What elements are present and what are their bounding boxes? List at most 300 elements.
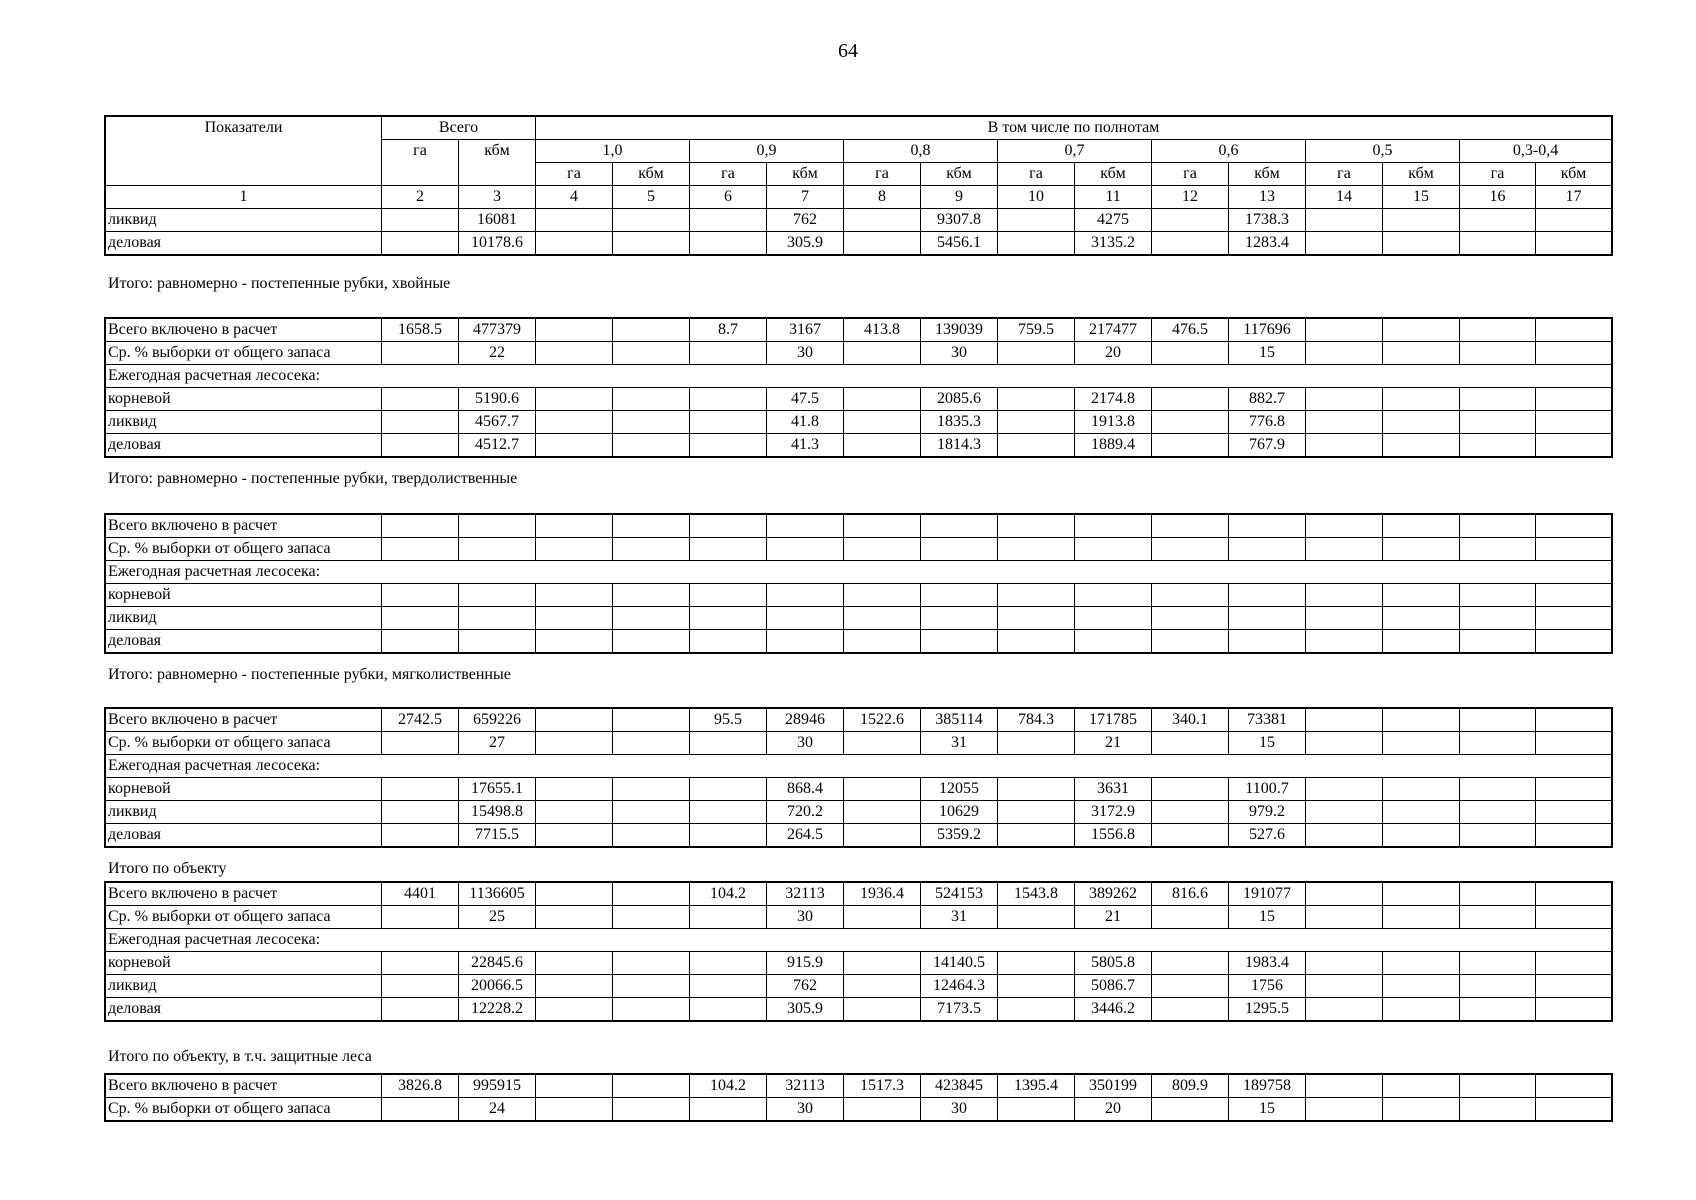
table-cell: 5086.7 (1075, 975, 1152, 998)
column-number-row (106, 186, 1612, 209)
table-cell (690, 906, 767, 929)
table-cell: 4512.7 (459, 434, 536, 457)
table-cell (536, 778, 613, 801)
table-cell (536, 209, 613, 232)
density-header: 0,8 (844, 140, 998, 163)
table-cell (844, 732, 921, 755)
table-cell (998, 952, 1075, 975)
table-cell (1306, 515, 1383, 538)
table-cell (1536, 952, 1612, 975)
row-label: Ежегодная расчетная лесосека: (106, 365, 1612, 388)
table-cell (536, 952, 613, 975)
table-cell: 104.2 (690, 1075, 767, 1098)
table-cell (690, 824, 767, 847)
unit-ha: га (690, 163, 767, 186)
table-cell (536, 232, 613, 255)
table-cell (767, 515, 844, 538)
table-cell: 1658.5 (382, 319, 459, 342)
row-label: ликвид (106, 801, 382, 824)
table-row (106, 1075, 1612, 1098)
table-cell (844, 998, 921, 1021)
table-cell (1460, 906, 1536, 929)
header-indicators: Показатели (106, 117, 382, 186)
table-cell (1306, 709, 1383, 732)
table-cell (1383, 801, 1460, 824)
table-cell (1152, 584, 1229, 607)
row-label: Ср. % выборки от общего запаса (106, 732, 382, 755)
table-cell (536, 1098, 613, 1121)
table-cell: 1913.8 (1075, 411, 1152, 434)
row-label: ликвид (106, 607, 382, 630)
table-row (106, 929, 1612, 952)
table-cell (613, 709, 690, 732)
table-cell (613, 584, 690, 607)
table-cell: 15 (1229, 906, 1306, 929)
table-cell (536, 732, 613, 755)
table-cell: 8.7 (690, 319, 767, 342)
table-cell (1306, 778, 1383, 801)
table-cell (1460, 824, 1536, 847)
table-cell (1383, 1075, 1460, 1098)
section-table-block (105, 882, 1606, 1021)
column-number: 17 (1536, 186, 1612, 209)
table-cell (998, 998, 1075, 1021)
density-header: 0,5 (1306, 140, 1460, 163)
table-cell (1383, 906, 1460, 929)
table-cell: 31 (921, 732, 998, 755)
table-cell (690, 778, 767, 801)
column-number: 7 (767, 186, 844, 209)
table-cell: 10629 (921, 801, 998, 824)
table-cell (382, 630, 459, 653)
table-cell: 1936.4 (844, 883, 921, 906)
table-cell: 20 (1075, 1098, 1152, 1121)
table-cell: 22845.6 (459, 952, 536, 975)
table-cell: 25 (459, 906, 536, 929)
table-row (106, 209, 1612, 232)
table-cell: 5456.1 (921, 232, 998, 255)
table-cell (613, 778, 690, 801)
row-label: корневой (106, 778, 382, 801)
table-cell (1306, 1098, 1383, 1121)
table-cell (1152, 975, 1229, 998)
table-cell (536, 998, 613, 1021)
table-cell: 1395.4 (998, 1075, 1075, 1098)
row-label: Ежегодная расчетная лесосека: (106, 755, 1612, 778)
table-cell (844, 232, 921, 255)
table-row (106, 607, 1612, 630)
table-cell (844, 1098, 921, 1121)
table-cell: 784.3 (998, 709, 1075, 732)
table-cell (1460, 584, 1536, 607)
table-cell (690, 952, 767, 975)
table-cell (1306, 630, 1383, 653)
table-cell: 21 (1075, 732, 1152, 755)
table-cell (1460, 732, 1536, 755)
table-cell (536, 607, 613, 630)
row-label: Всего включено в расчет (106, 709, 382, 732)
row-label: Всего включено в расчет (106, 319, 382, 342)
table-cell: 95.5 (690, 709, 767, 732)
table-cell (921, 630, 998, 653)
column-number: 12 (1152, 186, 1229, 209)
table-cell (1383, 630, 1460, 653)
section-table (105, 882, 1612, 1021)
table-cell (1536, 319, 1612, 342)
top-rows (106, 209, 1612, 255)
table-cell (382, 388, 459, 411)
page-number: 64 (838, 40, 858, 62)
row-label: корневой (106, 584, 382, 607)
table-cell (998, 630, 1075, 653)
section-title: Итого: равномерно - постепенные рубки, твердолиственные (108, 470, 518, 487)
row-label: корневой (106, 388, 382, 411)
table-cell: 30 (921, 1098, 998, 1121)
table-cell (1152, 209, 1229, 232)
table-cell (1536, 607, 1612, 630)
table-cell: 389262 (1075, 883, 1152, 906)
table-cell: 4401 (382, 883, 459, 906)
table-cell (844, 584, 921, 607)
density-header: 0,7 (998, 140, 1152, 163)
unit-cbm: кбм (767, 163, 844, 186)
table-cell: 30 (767, 906, 844, 929)
table-cell (536, 515, 613, 538)
table-cell (536, 906, 613, 929)
density-header: 0,3-0,4 (1460, 140, 1612, 163)
table-cell (1383, 824, 1460, 847)
table-cell (690, 434, 767, 457)
table-cell: 3631 (1075, 778, 1152, 801)
table-cell (1536, 1075, 1612, 1098)
table-cell (1536, 434, 1612, 457)
unit-ha: га (536, 163, 613, 186)
column-number: 5 (613, 186, 690, 209)
table-cell (613, 607, 690, 630)
table-cell (1229, 584, 1306, 607)
table-cell (613, 998, 690, 1021)
table-cell (613, 342, 690, 365)
table-cell: 12228.2 (459, 998, 536, 1021)
table-cell (1460, 607, 1536, 630)
row-label: деловая (106, 232, 382, 255)
table-cell (844, 411, 921, 434)
table-cell (1229, 538, 1306, 561)
table-cell (844, 778, 921, 801)
table-cell (998, 801, 1075, 824)
table-cell (1152, 607, 1229, 630)
table-cell (1460, 411, 1536, 434)
table-cell: 27 (459, 732, 536, 755)
table-cell (536, 1075, 613, 1098)
table-cell: 385114 (921, 709, 998, 732)
table-cell (1460, 434, 1536, 457)
table-cell (1306, 232, 1383, 255)
table-cell (1460, 515, 1536, 538)
table-cell (1460, 801, 1536, 824)
table-cell (1152, 801, 1229, 824)
table-cell (613, 434, 690, 457)
table-cell: 12055 (921, 778, 998, 801)
table-cell (1306, 319, 1383, 342)
table-cell (1383, 538, 1460, 561)
table-cell (1383, 709, 1460, 732)
table-cell (1306, 732, 1383, 755)
table-cell (844, 388, 921, 411)
table-cell (1383, 975, 1460, 998)
table-cell (1075, 607, 1152, 630)
table-row (106, 709, 1612, 732)
table-cell (998, 342, 1075, 365)
table-row (106, 801, 1612, 824)
table-cell: 305.9 (767, 998, 844, 1021)
column-number: 3 (459, 186, 536, 209)
table-cell (1306, 538, 1383, 561)
table-cell (1306, 952, 1383, 975)
table-cell (613, 883, 690, 906)
table-cell: 1543.8 (998, 883, 1075, 906)
table-cell (1536, 975, 1612, 998)
table-cell: 350199 (1075, 1075, 1152, 1098)
table-cell (613, 538, 690, 561)
table-cell: 1814.3 (921, 434, 998, 457)
table-cell (1152, 630, 1229, 653)
table-cell (382, 975, 459, 998)
table-row (106, 975, 1612, 998)
column-number: 2 (382, 186, 459, 209)
table-cell: 9307.8 (921, 209, 998, 232)
table-cell (613, 411, 690, 434)
table-cell: 340.1 (1152, 709, 1229, 732)
table-cell (1152, 1098, 1229, 1121)
table-cell (1383, 778, 1460, 801)
table-cell (536, 883, 613, 906)
row-label: ликвид (106, 975, 382, 998)
table-cell (1306, 434, 1383, 457)
table-cell (1306, 883, 1383, 906)
table-cell: 1835.3 (921, 411, 998, 434)
table-cell: 30 (921, 342, 998, 365)
row-label: деловая (106, 824, 382, 847)
table-row (106, 434, 1612, 457)
table-cell (844, 209, 921, 232)
table-cell: 21 (1075, 906, 1152, 929)
table-cell: 41.3 (767, 434, 844, 457)
table-cell: 1100.7 (1229, 778, 1306, 801)
unit-ha: га (1152, 163, 1229, 186)
table-cell: 1738.3 (1229, 209, 1306, 232)
table-cell: 2085.6 (921, 388, 998, 411)
table-cell (613, 975, 690, 998)
table-cell (1152, 232, 1229, 255)
section-title: Итого по объекту (108, 860, 227, 877)
table-cell: 2742.5 (382, 709, 459, 732)
table-cell: 22 (459, 342, 536, 365)
table-cell: 41.8 (767, 411, 844, 434)
table-cell: 413.8 (844, 319, 921, 342)
table-cell (459, 584, 536, 607)
table-cell: 476.5 (1152, 319, 1229, 342)
density-header: 1,0 (536, 140, 690, 163)
section-table-block (105, 514, 1606, 653)
table-cell: 762 (767, 975, 844, 998)
table-row (106, 1098, 1612, 1121)
density-header: 0,9 (690, 140, 844, 163)
table-cell (998, 1098, 1075, 1121)
table-cell (459, 515, 536, 538)
table-cell (1229, 607, 1306, 630)
table-cell (613, 319, 690, 342)
table-cell (536, 709, 613, 732)
table-cell (1152, 732, 1229, 755)
table-cell: 3135.2 (1075, 232, 1152, 255)
table-cell (382, 906, 459, 929)
table-cell (844, 906, 921, 929)
row-label: корневой (106, 952, 382, 975)
table-cell (1152, 342, 1229, 365)
table-cell (844, 434, 921, 457)
section-table-block (105, 1074, 1606, 1121)
table-cell: 30 (767, 732, 844, 755)
table-cell (536, 801, 613, 824)
table-cell (998, 906, 1075, 929)
table-cell: 104.2 (690, 883, 767, 906)
table-cell: 3172.9 (1075, 801, 1152, 824)
table-cell (382, 607, 459, 630)
table-cell (382, 1098, 459, 1121)
table-cell (1152, 434, 1229, 457)
table-cell (536, 630, 613, 653)
table-cell: 995915 (459, 1075, 536, 1098)
table-cell: 17655.1 (459, 778, 536, 801)
table-cell (1306, 209, 1383, 232)
table-cell: 15 (1229, 732, 1306, 755)
table-row (106, 778, 1612, 801)
table-cell (459, 607, 536, 630)
table-cell: 659226 (459, 709, 536, 732)
table-cell (1306, 906, 1383, 929)
table-cell (998, 975, 1075, 998)
row-label: ликвид (106, 209, 382, 232)
table-cell: 15 (1229, 1098, 1306, 1121)
table-cell (1152, 538, 1229, 561)
table-cell: 1136605 (459, 883, 536, 906)
table-cell (1536, 709, 1612, 732)
column-number: 6 (690, 186, 767, 209)
table-row (106, 515, 1612, 538)
table-cell (690, 801, 767, 824)
unit-cbm: кбм (1229, 163, 1306, 186)
table-cell: 524153 (921, 883, 998, 906)
table-cell (1536, 824, 1612, 847)
table-cell (690, 607, 767, 630)
table-cell (690, 342, 767, 365)
table-cell (536, 388, 613, 411)
table-cell (613, 906, 690, 929)
table-row (106, 906, 1612, 929)
table-cell (613, 1075, 690, 1098)
table-cell: 32113 (767, 1075, 844, 1098)
table-cell (1460, 1098, 1536, 1121)
table-cell (1460, 630, 1536, 653)
table-cell (1536, 209, 1612, 232)
table-cell (998, 515, 1075, 538)
header-by-density: В том числе по полнотам (536, 117, 1612, 140)
table-cell (1075, 515, 1152, 538)
table-cell (1536, 232, 1612, 255)
table-cell: 816.6 (1152, 883, 1229, 906)
table-cell: 264.5 (767, 824, 844, 847)
table-cell (998, 607, 1075, 630)
table-cell (1306, 998, 1383, 1021)
table-cell: 7173.5 (921, 998, 998, 1021)
table-cell (1306, 388, 1383, 411)
table-cell: 7715.5 (459, 824, 536, 847)
table-cell: 979.2 (1229, 801, 1306, 824)
table-cell (1229, 515, 1306, 538)
table-cell (382, 824, 459, 847)
table-cell (1536, 1098, 1612, 1121)
table-cell (382, 732, 459, 755)
table-cell (382, 232, 459, 255)
table-cell (1383, 732, 1460, 755)
column-number: 9 (921, 186, 998, 209)
table-row (106, 388, 1612, 411)
table-cell (613, 824, 690, 847)
row-label: Всего включено в расчет (106, 883, 382, 906)
row-label: Ежегодная расчетная лесосека: (106, 561, 1612, 584)
table-cell (459, 538, 536, 561)
table-cell (536, 342, 613, 365)
table-cell (613, 232, 690, 255)
table-cell: 3446.2 (1075, 998, 1152, 1021)
table-cell (1152, 515, 1229, 538)
table-cell (1306, 607, 1383, 630)
table-cell (1152, 952, 1229, 975)
table-cell (1460, 778, 1536, 801)
table-cell (690, 998, 767, 1021)
table-cell (1383, 434, 1460, 457)
section-table (105, 708, 1612, 847)
row-label: Ежегодная расчетная лесосека: (106, 929, 1612, 952)
table-cell (536, 319, 613, 342)
table-cell (1536, 732, 1612, 755)
table-cell (1383, 342, 1460, 365)
section-title: Итого: равномерно - постепенные рубки, мягколиственные (108, 666, 511, 683)
table-cell (1536, 342, 1612, 365)
column-number: 15 (1383, 186, 1460, 209)
table-cell (613, 801, 690, 824)
table-cell (613, 209, 690, 232)
table-cell (690, 1098, 767, 1121)
table-cell: 882.7 (1229, 388, 1306, 411)
table-cell (1536, 411, 1612, 434)
table-row (106, 883, 1612, 906)
header-total: Всего (382, 117, 536, 140)
table-cell (1383, 411, 1460, 434)
table-cell (1152, 906, 1229, 929)
unit-ha: га (998, 163, 1075, 186)
table-cell: 2174.8 (1075, 388, 1152, 411)
table-cell: 1889.4 (1075, 434, 1152, 457)
table-cell: 720.2 (767, 801, 844, 824)
table-cell (1460, 319, 1536, 342)
table-cell: 915.9 (767, 952, 844, 975)
table-cell (536, 434, 613, 457)
table-cell (1536, 906, 1612, 929)
table-cell (536, 824, 613, 847)
table-cell: 73381 (1229, 709, 1306, 732)
